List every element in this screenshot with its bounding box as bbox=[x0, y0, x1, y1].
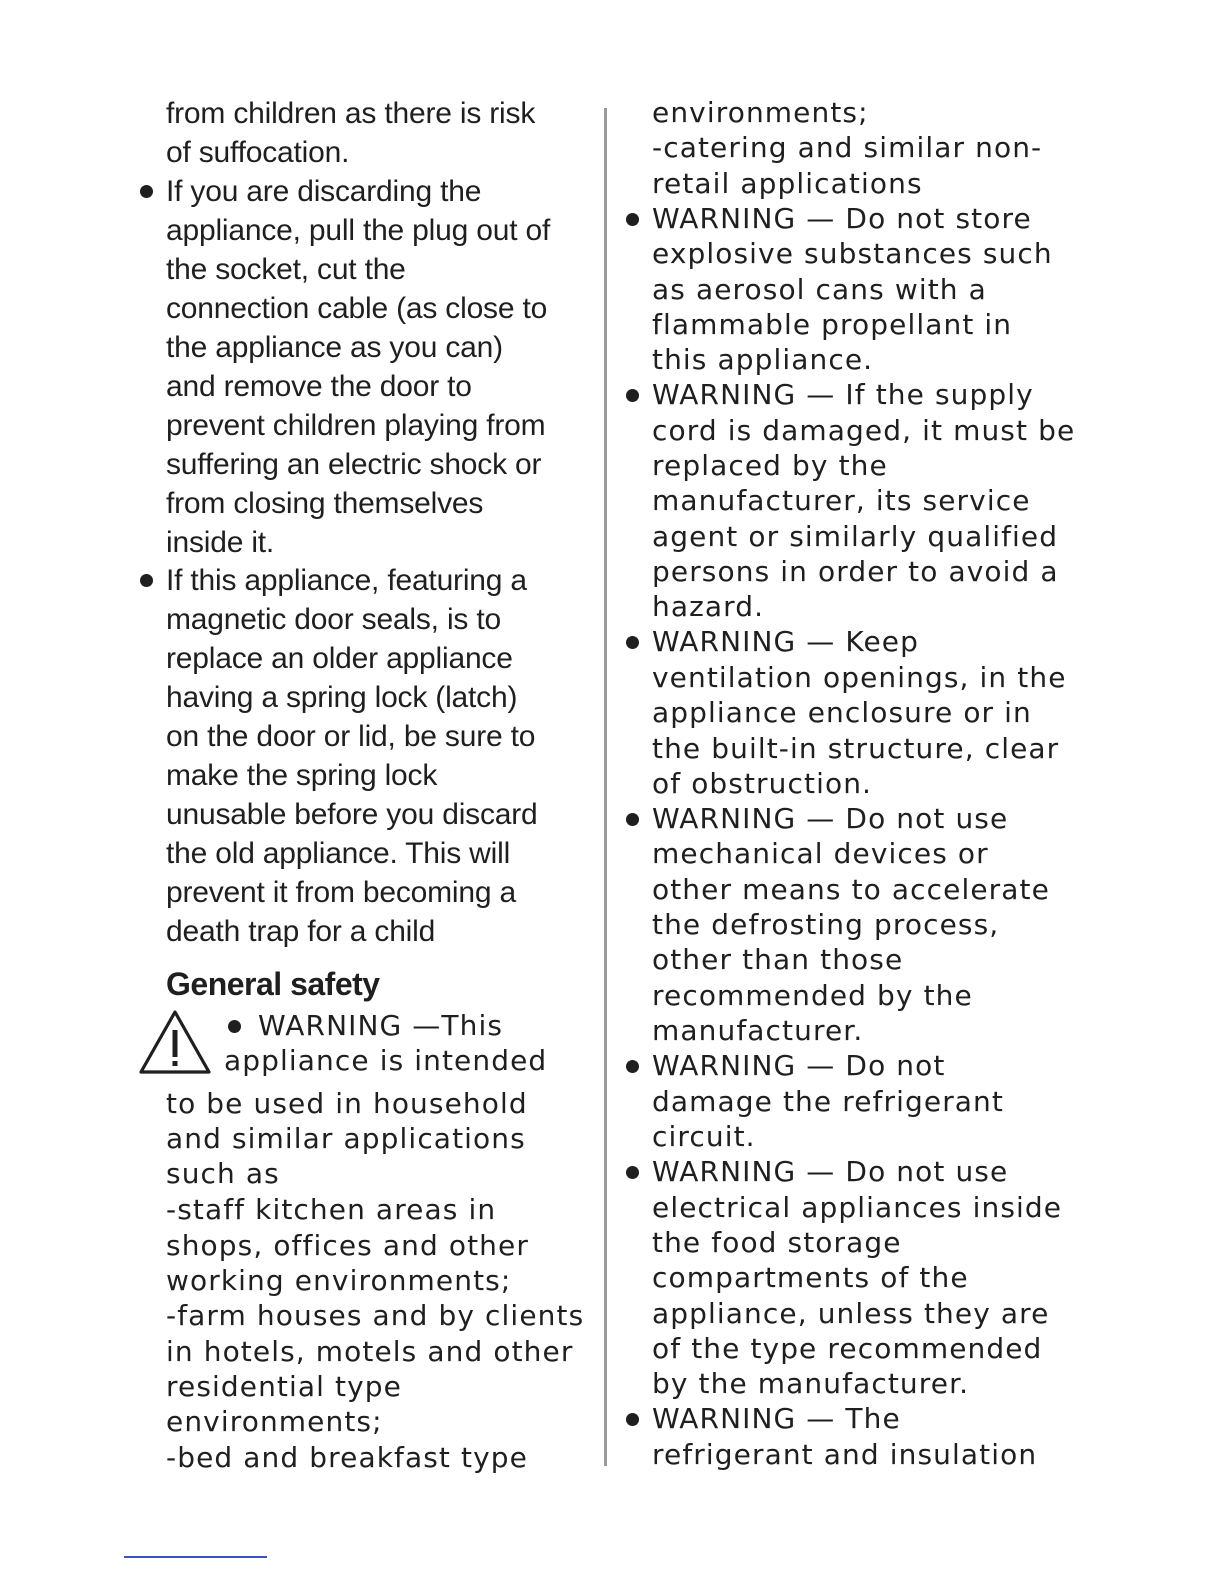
bullet-icon bbox=[626, 213, 639, 226]
text-line: If this appliance, featuring a bbox=[166, 564, 527, 597]
text-line: in hotels, motels and other bbox=[166, 1335, 574, 1368]
text-line: WARNING — Do not store bbox=[652, 202, 1032, 235]
text-line: this appliance. bbox=[652, 343, 874, 376]
text-line: the built-in structure, clear bbox=[652, 732, 1060, 765]
text-line: the socket, cut the bbox=[166, 253, 406, 286]
text-line: persons in order to avoid a bbox=[652, 555, 1059, 588]
text-line: appliance enclosure or in bbox=[652, 696, 1032, 729]
text-line: manufacturer. bbox=[652, 1014, 864, 1047]
text-line: magnetic door seals, is to bbox=[166, 603, 501, 636]
text-line: such as bbox=[166, 1157, 280, 1190]
text-line: of the type recommended bbox=[652, 1332, 1043, 1365]
bullet-icon bbox=[626, 389, 639, 402]
text-line: WARNING — Do not use bbox=[652, 1155, 1009, 1188]
text-line: flammable propellant in bbox=[652, 308, 1013, 341]
text-line: to be used in household bbox=[166, 1087, 528, 1120]
bullet-icon bbox=[626, 1060, 639, 1073]
text-line: by the manufacturer. bbox=[652, 1367, 970, 1400]
column-divider bbox=[604, 108, 607, 1466]
bullet-icon bbox=[228, 1020, 241, 1033]
bullet-icon bbox=[626, 636, 639, 649]
text-line: shops, offices and other bbox=[166, 1229, 529, 1262]
text-line: -farm houses and by clients bbox=[166, 1299, 585, 1332]
text-line: from closing themselves bbox=[166, 487, 484, 520]
text-line: If you are discarding the bbox=[166, 175, 482, 208]
text-line: working environments; bbox=[166, 1264, 512, 1297]
bullet-icon bbox=[140, 185, 153, 198]
bullet-icon bbox=[626, 1413, 639, 1426]
text-line: mechanical devices or bbox=[652, 837, 989, 870]
text-line: environments; bbox=[652, 96, 869, 129]
text-line: the appliance as you can) bbox=[166, 331, 503, 364]
section-heading: General safety bbox=[166, 966, 380, 1002]
text-line: WARNING — Do not bbox=[652, 1049, 946, 1082]
text-line: explosive substances such bbox=[652, 237, 1053, 270]
text-line: residential type bbox=[166, 1370, 402, 1403]
text-line: suffering an electric shock or bbox=[166, 448, 542, 481]
text-line: appliance is intended bbox=[224, 1044, 548, 1077]
text-line: and remove the door to bbox=[166, 370, 472, 403]
text-line: inside it. bbox=[166, 526, 275, 559]
text-line: and similar applications bbox=[166, 1122, 526, 1155]
text-line: unusable before you discard bbox=[166, 798, 538, 831]
text-line: WARNING — Do not use bbox=[652, 802, 1009, 835]
text-line: appliance, pull the plug out of bbox=[166, 214, 551, 247]
footer-rule bbox=[124, 1556, 267, 1558]
text-line: cord is damaged, it must be bbox=[652, 414, 1076, 447]
text-line: as aerosol cans with a bbox=[652, 273, 987, 306]
bullet-icon bbox=[140, 574, 153, 587]
text-line: electrical appliances inside bbox=[652, 1191, 1063, 1224]
text-line: manufacturer, its service bbox=[652, 484, 1031, 517]
bullet-icon bbox=[626, 1166, 639, 1179]
text-line: WARNING — The bbox=[652, 1402, 901, 1435]
text-line: damage the refrigerant bbox=[652, 1085, 1004, 1118]
text-line: recommended by the bbox=[652, 979, 973, 1012]
text-line: prevent children playing from bbox=[166, 409, 546, 442]
warning-triangle-icon bbox=[138, 1008, 212, 1076]
text-line: of obstruction. bbox=[652, 767, 873, 800]
text-line: refrigerant and insulation bbox=[652, 1438, 1038, 1471]
text-line: WARNING — Keep bbox=[652, 625, 920, 658]
text-line: replaced by the bbox=[652, 449, 888, 482]
text-line: WARNING — If the supply bbox=[652, 378, 1034, 411]
text-line: -bed and breakfast type bbox=[166, 1441, 528, 1474]
text-line: -staff kitchen areas in bbox=[166, 1193, 497, 1226]
text-line: retail applications bbox=[652, 167, 923, 200]
text-line: the old appliance. This will bbox=[166, 837, 511, 870]
text-line: from children as there is risk bbox=[166, 97, 536, 130]
text-line: connection cable (as close to bbox=[166, 292, 548, 325]
text-line: -catering and similar non- bbox=[652, 131, 1043, 164]
text-line: circuit. bbox=[652, 1120, 756, 1153]
text-line: prevent it from becoming a bbox=[166, 876, 516, 909]
text-line: WARNING —This bbox=[258, 1009, 504, 1042]
text-line: agent or similarly qualified bbox=[652, 520, 1059, 553]
bullet-icon bbox=[626, 813, 639, 826]
text-line: death trap for a child bbox=[166, 915, 436, 948]
text-line: having a spring lock (latch) bbox=[166, 681, 518, 714]
text-line: environments; bbox=[166, 1405, 383, 1438]
text-line: on the door or lid, be sure to bbox=[166, 720, 536, 753]
text-line: replace an older appliance bbox=[166, 642, 513, 675]
text-line: ventilation openings, in the bbox=[652, 661, 1067, 694]
text-line: of suffocation. bbox=[166, 136, 350, 169]
text-line: make the spring lock bbox=[166, 759, 438, 792]
text-line: other than those bbox=[652, 943, 904, 976]
text-line: other means to accelerate bbox=[652, 873, 1050, 906]
text-line: the defrosting process, bbox=[652, 908, 1000, 941]
text-line: the food storage bbox=[652, 1226, 902, 1259]
text-line: appliance, unless they are bbox=[652, 1297, 1050, 1330]
text-line: compartments of the bbox=[652, 1261, 969, 1294]
text-line: hazard. bbox=[652, 590, 765, 623]
